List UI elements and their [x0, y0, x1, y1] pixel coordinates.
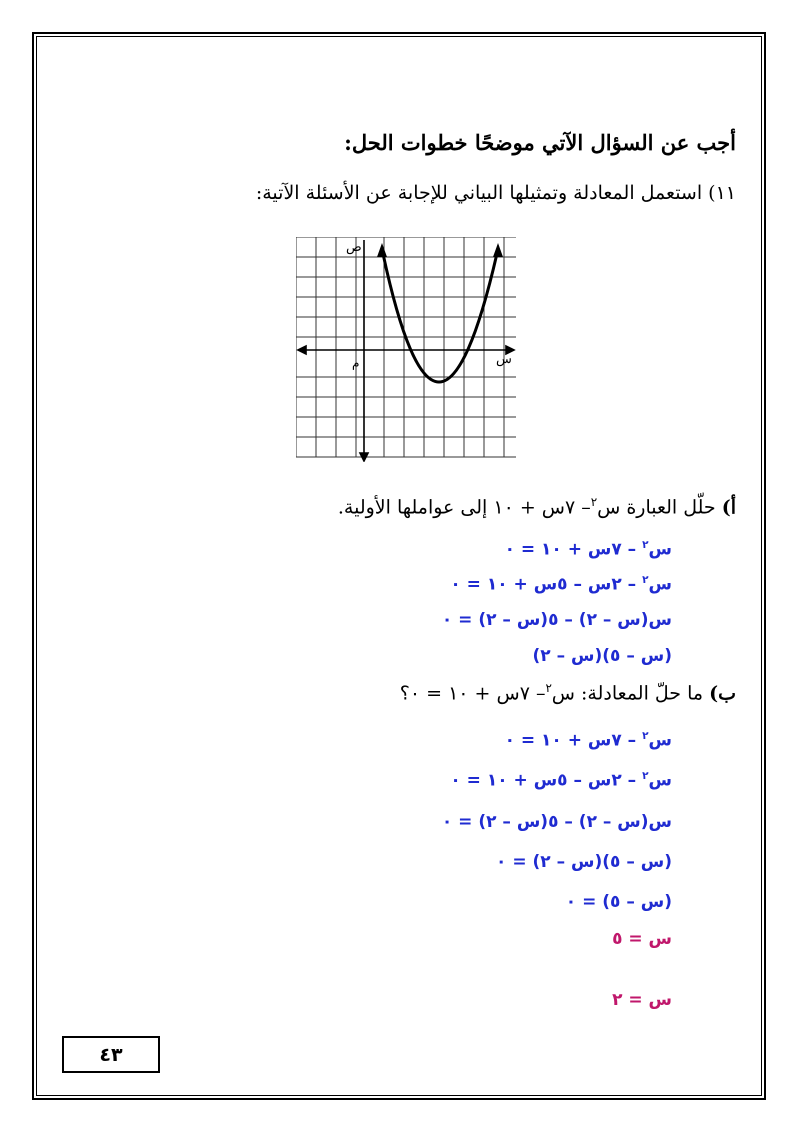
- grid: [296, 237, 516, 457]
- page-number-box: [62, 1036, 160, 1073]
- part-a-step-1: س$^٢$ – ٧س + ١٠ = ٠: [504, 539, 672, 560]
- page-number: ٤٣: [99, 1043, 123, 1066]
- parabola-arrow-right: [493, 243, 503, 257]
- parabola-curve: [382, 249, 498, 382]
- answer-x-5: س = ٥: [612, 929, 672, 949]
- part-a-step-4: (س – ٥)(س – ٢): [532, 646, 672, 666]
- question-11: ١١) استعمل المعادلة وتمثيلها البياني للإجابة عن الأسئلة الآتية:: [255, 182, 736, 204]
- part-b-step-5: (س – ٥) = ٠: [565, 892, 672, 912]
- origin-label: م: [352, 356, 360, 370]
- part-a-step-3: س(س – ٢) – ٥(س – ٢) = ٠: [441, 610, 672, 630]
- axes: [298, 240, 514, 461]
- part-b-step-1: س$^٢$ – ٧س + ١٠ = ٠: [504, 730, 672, 751]
- part-b-step-4: (س – ٥)(س – ٢) = ٠: [496, 852, 672, 872]
- part-b-prompt: ب) ما حلّ المعادلة: س$^٢$– ٧س + ١٠ = ٠؟: [399, 681, 736, 705]
- part-b-step-3: س(س – ٢) – ٥(س – ٢) = ٠: [441, 812, 672, 832]
- y-axis-label: ص: [346, 240, 362, 255]
- part-a-letter: أ): [721, 496, 736, 519]
- part-b-step-2: س$^٢$ – ٢س – ٥س + ١٠ = ٠: [450, 770, 672, 791]
- instruction-heading: أجب عن السؤال الآتي موضحًا خطوات الحل:: [344, 130, 736, 155]
- x-axis-label: س: [496, 352, 512, 367]
- answer-x-2: س = ٢: [612, 990, 672, 1010]
- part-a-step-2: س$^٢$ – ٢س – ٥س + ١٠ = ٠: [450, 574, 672, 595]
- part-a-prompt: أ) حلّل العبارة س$^٢$– ٧س + ١٠ إلى عواملها الأولية.: [337, 495, 736, 519]
- parabola-arrow-left: [377, 243, 387, 257]
- part-b-letter: ب): [709, 682, 736, 705]
- parabola-graph: [296, 237, 516, 462]
